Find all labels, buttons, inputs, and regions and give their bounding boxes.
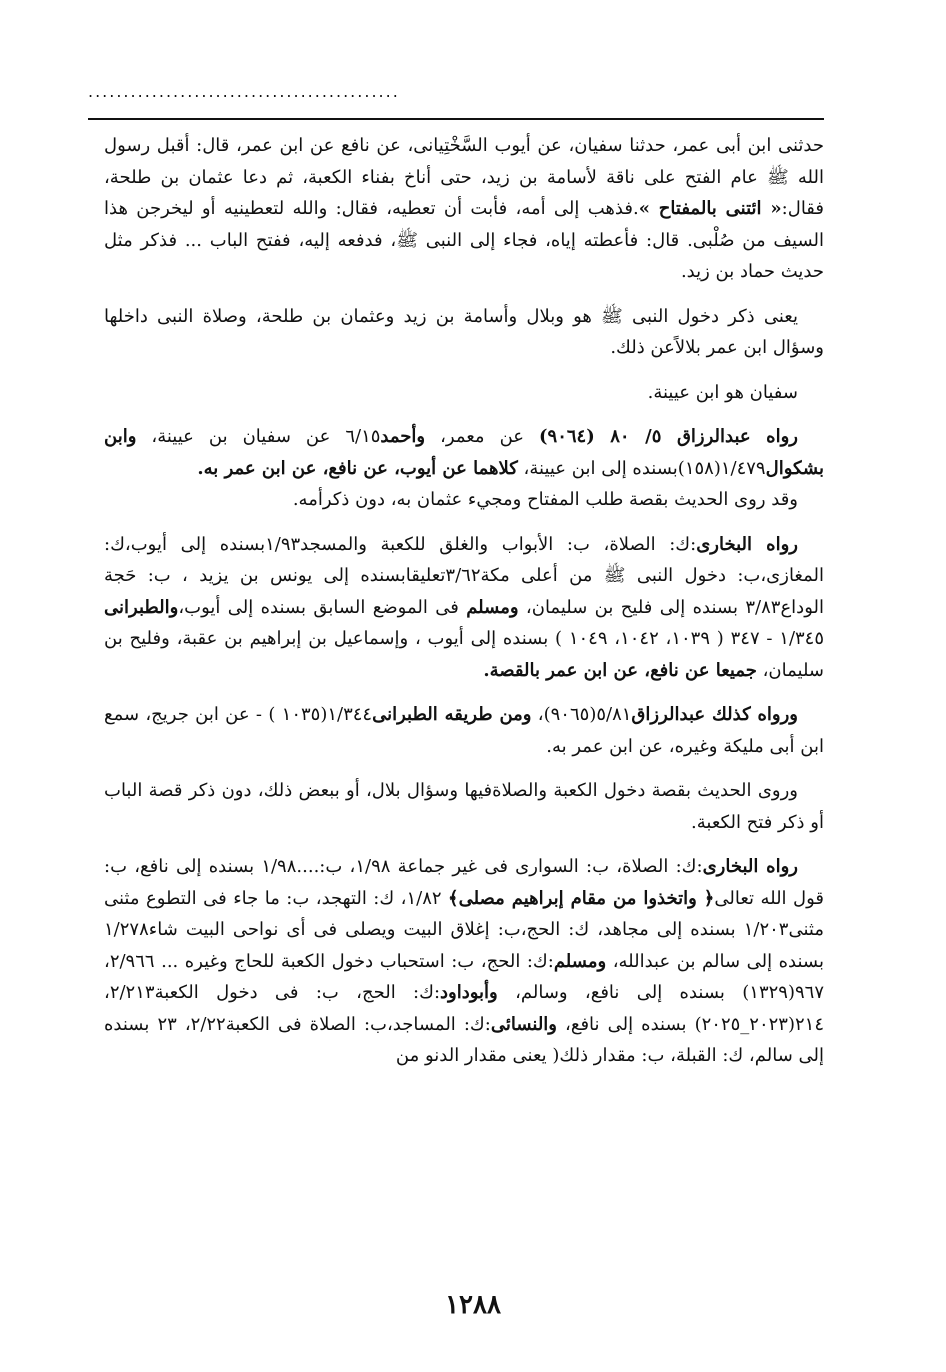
- bold-text: والطبرانى: [104, 596, 179, 618]
- text-run: ١/٣٤٤(١٠٣٥ ) - عن ابن جريج، سمع ابن أبى مليكة وغيره، عن ابن عمر به.: [104, 704, 824, 757]
- text-run: وقد روى الحديث بقصة طلب المفتاح ومجيء عثمان به، دون ذكرأمه.: [292, 489, 798, 510]
- page-body: [104, 130, 824, 1072]
- text-run: :ك: الصلاة، ب: الأبواب والغلق للكعبة والمسجد١/٩٣بسنده إلى أيوب،ك: المغازى،ب: دخول النبى ﷺ من أعلى مكة٣/٦٢تعليقابسنده إلى يونس بن يزيد ، ب: حَجة الوداع٣/٨٣ بسنده إلى فليح بن سليمان،: [104, 533, 825, 618]
- text-run: :ك: الحج، ب: فى دخول الكعبة٢/٢١٣، ٢١٤(٢٠٢٣_٢٠٢٥) بسنده إلى نافع،: [104, 982, 824, 1035]
- text-run: وروى الحديث بقصة دخول الكعبة والصلاةفيها وسؤال بلال، أو ببعض ذلك، دون ذكر قصة الباب أو ذكر فتح الكعبة.: [104, 780, 824, 833]
- bold-text: والنسائى: [490, 1013, 557, 1035]
- bold-text: جميعا عن نافع، عن ابن عمر بالقصة.: [483, 659, 757, 681]
- text-run: ١/٤٧٩(١٥٨)بسنده إلى ابن عيينة،: [517, 457, 766, 479]
- text-run: عن معمر،: [425, 426, 539, 447]
- bold-text: « ائتنى بالمفتاح »: [638, 198, 782, 219]
- paragraph: [104, 301, 824, 364]
- bold-text: رواه البخارى: [702, 856, 798, 877]
- text-run: :ك: الصلاة، ب: السوارى فى غير جماعة ١/٩٨، ب:....١/٩٨ بسنده إلى نافع، ب: قول الله تعالى: [104, 856, 824, 909]
- bold-text: وابن بشكوال: [104, 426, 824, 479]
- paragraph: [104, 529, 824, 687]
- header-rule: [88, 118, 824, 120]
- bold-text: ومسلم: [466, 596, 519, 618]
- bold-text: وأحمد: [380, 426, 426, 447]
- page-number: ١٢٨٨: [445, 1290, 501, 1320]
- text-run: ٥/٨١(٩٠٦٥)،: [531, 704, 632, 725]
- bold-text: ﴿ واتخذوا من مقام إبراهيم مصلى﴾: [448, 887, 715, 909]
- paragraph: [104, 775, 824, 838]
- bold-text: كلاهما عن أيوب، عن نافع، عن ابن عمر به.: [197, 457, 518, 479]
- text-run: سفيان هو ابن عيينة.: [647, 381, 798, 403]
- bold-text: رواه البخارى: [696, 533, 798, 555]
- text-run: حدثنى ابن أبى عمر، حدثنا سفيان، عن أيوب السَّخْتِيانى، عن نافع عن ابن عمر، قال: أقبل رسول الله ﷺ عام الفتح على ناقة لأسامة بن زيد، حتى أناخ بفناء الكعبة، ثم دعا عثمان بن طلحة، فقال:: [104, 135, 825, 219]
- text-run: .فذهب إلى أمه، فأبت أن تعطيه، فقال: والله لتعطينيه أو ليخرجن هذا السيف من صُلْبى. قال: فأعطته إياه، فجاء إلى النبى ﷺ، فدفعه إليه، ففتح الباب ... فذكر مثل حديث حماد بن زيد.: [104, 198, 824, 282]
- paragraph: [104, 484, 824, 516]
- paragraph: [104, 699, 824, 762]
- header-dots: ............................................: [88, 82, 400, 101]
- bold-text: ورواه كذلك عبدالرزاق: [631, 704, 798, 725]
- paragraph: [104, 851, 824, 1072]
- bold-text: ومسلم: [553, 950, 607, 972]
- text-run: :ك: الحج، ب: استحباب دخول الكعبة للحاج وغيره ... ٢/٩٦٦، ٩٦٧(١٣٢٩) بسنده إلى نافع، وسالم،: [104, 950, 824, 1003]
- paragraph: [104, 421, 824, 484]
- paragraph: [104, 377, 824, 409]
- bold-text: ومن طريقه الطبرانى: [372, 704, 532, 725]
- text-run: ١/٣٤٥ - ٣٤٧ ( ١٠٣٩، ١٠٤٢، ١٠٤٩ ) بسنده إلى أيوب ، وإسماعيل بن إبراهيم بن عقبة، وفليح بن سليمان،: [104, 628, 825, 681]
- paragraph: [104, 130, 824, 288]
- text-run: فى الموضع السابق بسنده إلى أيوب،: [178, 596, 467, 618]
- text-run: يعنى ذكر دخول النبى ﷺ هو وبلال وأسامة بن زيد وعثمان بن طلحة، وصلاة النبى داخلها وسؤال ابن عمر بلالاًعن ذلك.: [104, 305, 824, 358]
- text-run: :ك: المساجد،ب: الصلاة فى الكعبة٢/٢٢، ٢٣ بسنده إلى سالم، ك: القبلة، ب: مقدار ذلك( يعنى مقدار الدنو من: [104, 1013, 824, 1066]
- text-run: ١/٨٢، ك: التهجد، ب: ما جاء فى التطوع مثنى مثنى١/٢٠٣ بسنده إلى مجاهد، ك: الحج،ب: إغلاق البيت ويصلى فى أى نواحى البيت شاء١/٢٧٨ بسنده إلى سالم بن عبدالله،: [104, 887, 824, 972]
- bold-text: وأبوداود: [440, 982, 498, 1003]
- bold-text: رواه عبدالرزاق ٥/ ٨٠ (٩٠٦٤): [539, 426, 798, 447]
- text-run: ٦/١٥ عن سفيان بن عيينة،: [136, 426, 381, 447]
